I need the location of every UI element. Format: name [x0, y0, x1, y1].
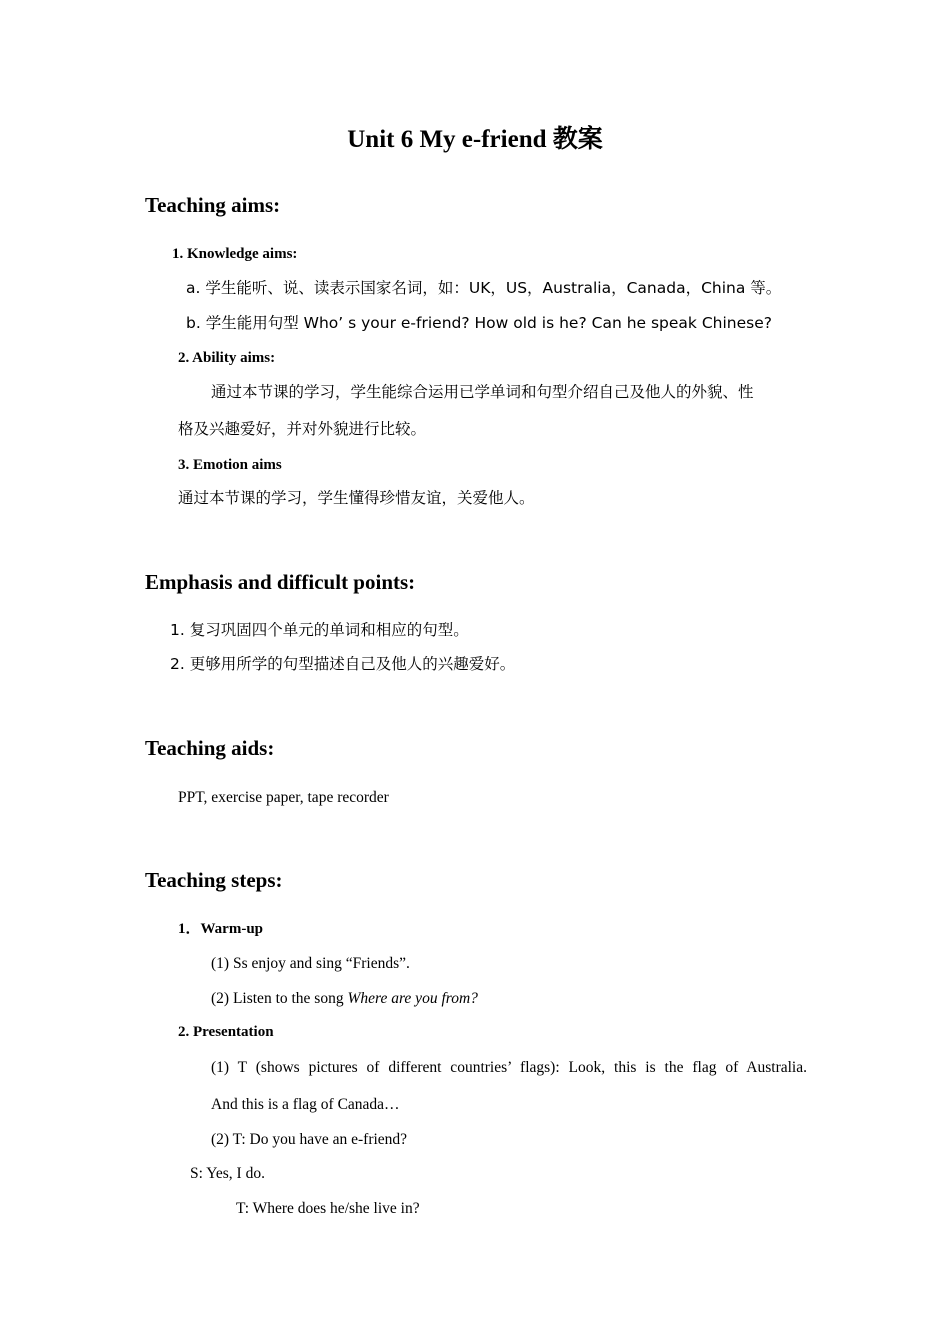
presentation-item-2: (2) T: Do you have an e-friend? [211, 1131, 408, 1148]
presentation-item-1-line-1: (1) T (shows pictures of different countries’ flags): Look, this is the flag of Australia. [211, 1059, 807, 1076]
emotion-aims-heading: 3. Emotion aims [178, 457, 282, 473]
emphasis-item-1: 1. 复习巩固四个单元的单词和相应的句型。 [170, 621, 469, 639]
ability-aims-line-2: 格及兴趣爱好，并对外貌进行比较。 [178, 420, 427, 438]
song-title: Where are you from? [347, 990, 478, 1007]
warmup-heading: 1．Warm-up [178, 921, 264, 937]
warmup-item-1: (1) Ss enjoy and sing “Friends”. [211, 955, 410, 972]
emotion-aims-text: 通过本节课的学习，学生懂得珍惜友谊，关爱他人。 [178, 489, 535, 507]
ability-aims-heading: 2. Ability aims: [178, 350, 276, 366]
presentation-heading: 2. Presentation [178, 1024, 274, 1040]
warmup-item-2 [211, 991, 478, 1007]
knowledge-aim-a: a. 学生能听、说、读表示国家名词，如：UK，US，Australia，Canada，China 等。 [186, 279, 782, 297]
emphasis-item-2: 2. 更够用所学的句型描述自己及他人的兴趣爱好。 [170, 655, 516, 673]
heading-emphasis: Emphasis and difficult points: [145, 570, 416, 594]
knowledge-aim-b: b. 学生能用句型 Who’ s your e-friend? How old is he? Can he speak Chinese? [186, 314, 772, 332]
warmup-item-2-text: (2) Listen to the song [211, 990, 348, 1007]
page-title: Unit 6 My e-friend 教案 [347, 126, 603, 153]
student-reply: S: Yes, I do. [190, 1165, 265, 1182]
heading-teaching-steps: Teaching steps: [145, 868, 283, 892]
presentation-item-1-line-2: And this is a flag of Canada… [211, 1096, 400, 1113]
knowledge-aims-heading: 1. Knowledge aims: [172, 246, 298, 262]
heading-teaching-aids: Teaching aids: [145, 736, 275, 760]
heading-teaching-aims: Teaching aims: [145, 193, 281, 217]
ability-aims-line-1: 通过本节课的学习，学生能综合运用已学单词和句型介绍自己及他人的外貌、性 [211, 383, 754, 401]
teaching-aids-text: PPT, exercise paper, tape recorder [178, 789, 389, 806]
teacher-question: T: Where does he/she live in? [236, 1200, 420, 1217]
